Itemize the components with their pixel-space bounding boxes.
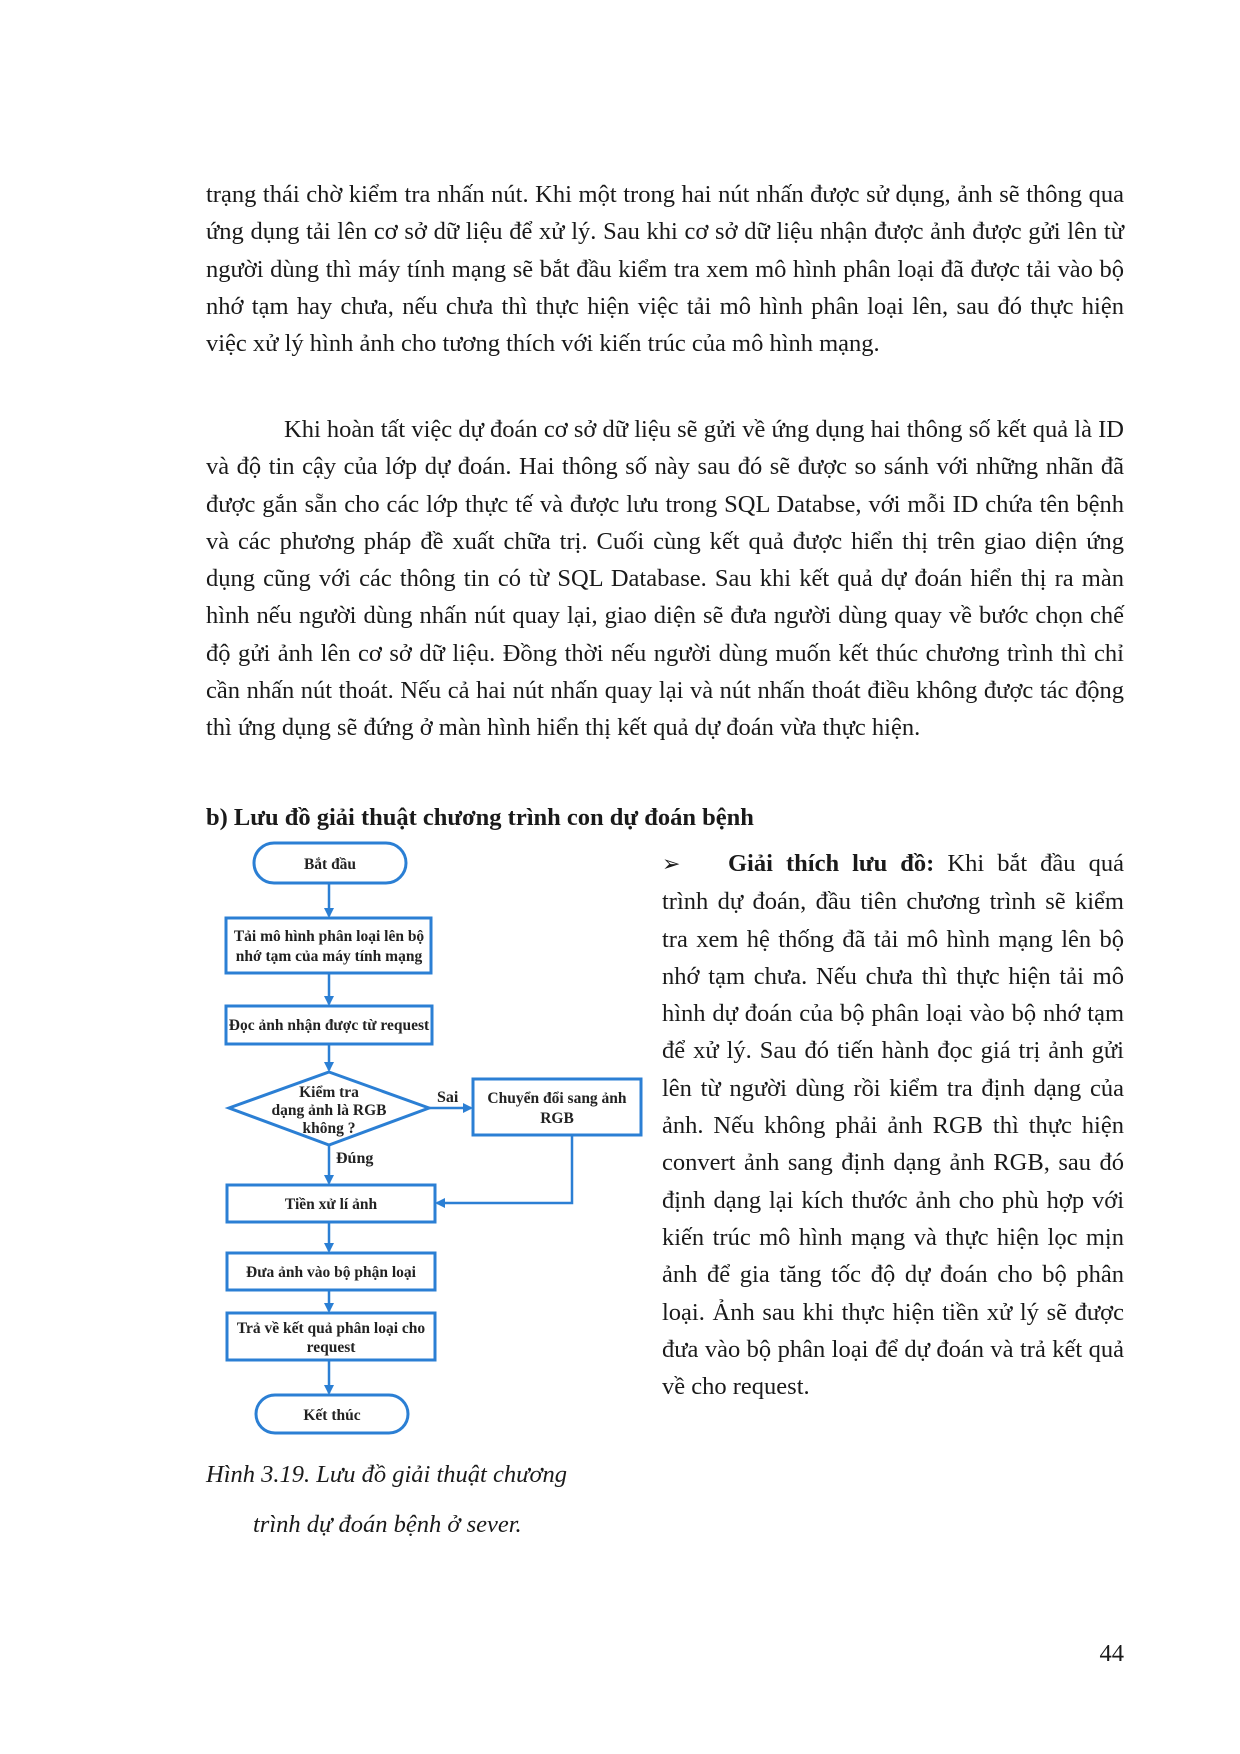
explanation-lead: Giải thích lưu đồ: [728, 850, 935, 877]
return-label-1: Trả về kết quả phân loại cho [236, 1320, 426, 1337]
arrow-convert-to-preprocess [437, 1135, 572, 1203]
start-label: Bắt đầu [303, 856, 357, 873]
convert-label-2: RGB [540, 1110, 574, 1127]
convert-label-1: Chuyển đổi sang ảnh [487, 1090, 627, 1107]
body-paragraph-1: trạng thái chờ kiểm tra nhấn nút. Khi một trong hai nút nhấn được sử dụng, ảnh sẽ thông qua ứng dụng tải lên cơ sở dữ liệu để xử lý. Sau khi cơ sở dữ liệu nhận được ảnh được gửi lên từ người dùng thì máy tính mạng sẽ bắt đầu kiểm tra xem mô hình phân loại đã được tải vào bộ nhớ tạm hay chưa, nếu chưa thì thực hiện việc tải mô hình phân loại lên, sau đó thực hiện việc xử lý hình ảnh cho tương thích với kiến trúc của mô hình mạng. [206, 181, 1124, 358]
page-number: 44 [1099, 1640, 1124, 1667]
decision-label-1: Kiểm tra [299, 1084, 359, 1101]
end-label: Kết thúc [303, 1407, 361, 1424]
no-branch-label: Sai [437, 1089, 459, 1106]
flowchart-explanation [662, 845, 1124, 1405]
classify-label: Đưa ảnh vào bộ phận loại [246, 1264, 416, 1281]
read-image-label: Đọc ảnh nhận được từ request [228, 1017, 430, 1034]
explanation-text: Khi bắt đầu quá trình dự đoán, đầu tiên chương trình sẽ kiểm tra xem hệ thống đã tải mô hình mạng lên bộ nhớ tạm chưa. Nếu chưa thì thực hiện tải mô hình dự đoán của bộ phân loại vào bộ nhớ tạm để xử lý. Sau đó tiến hành đọc giá trị ảnh gửi lên từ người dùng rồi kiểm tra định dạng của ảnh. Nếu không phải ảnh RGB thì thực hiện convert ảnh sang định dạng ảnh RGB, sau đó định dạng lại kích thước ảnh cho phù hợp với kiến trúc mô hình mạng và thực hiện lọc mịn ảnh để gia tăng tốc độ dự đoán cho bộ phân loại. Ảnh sau khi thực hiện tiền xử lý sẽ được đưa vào bộ phân loại để dự đoán và trả kết quả về cho request. [662, 850, 1124, 1401]
yes-branch-label: Đúng [336, 1150, 374, 1167]
flowchart-figure [222, 840, 658, 1435]
section-heading: b) Lưu đồ giải thuật chương trình con dự đoán bệnh [206, 804, 754, 831]
decision-label-3: không ? [302, 1120, 356, 1137]
caption-line-1: Hình 3.19. Lưu đồ giải thuật chương [206, 1461, 568, 1488]
arrowhead-bullet-icon: ➢ [662, 852, 681, 877]
load-model-label-1: Tải mô hình phân loại lên bộ [233, 928, 425, 945]
return-label-2: request [306, 1339, 356, 1356]
figure-caption [206, 1450, 626, 1550]
load-model-label-2: nhớ tạm của máy tính mạng [235, 948, 423, 965]
decision-label-2: dạng ảnh là RGB [271, 1102, 387, 1119]
caption-line-2: trình dự đoán bệnh ở sever. [253, 1511, 522, 1538]
preprocess-label: Tiền xử lí ảnh [284, 1196, 378, 1213]
body-paragraph-2: Khi hoàn tất việc dự đoán cơ sở dữ liệu sẽ gửi về ứng dụng hai thông số kết quả là ID và độ tin cậy của lớp dự đoán. Hai thông số này sau đó sẽ được so sánh với những nhãn đã được gắn sẵn cho các lớp thực tế và được lưu trong SQL Databse, với mỗi ID chứa tên bệnh và các phương pháp đề xuất chữa trị. Cuối cùng kết quả được hiển thị trên giao diện ứng dụng cũng với các thông tin có từ SQL Database. Sau khi kết quả dự đoán hiển thị ra màn hình nếu người dùng nhấn nút quay lại, giao diện sẽ đưa người dùng quay về bước chọn chế độ gửi ảnh lên cơ sở dữ liệu. Đồng thời nếu người dùng muốn kết thúc chương trình thì chỉ cần nhấn nút thoát. Nếu cả hai nút nhấn quay lại và nút nhấn thoát điều không được tác động thì ứng dụng sẽ đứng ở màn hình hiển thị kết quả dự đoán vừa thực hiện. [206, 416, 1124, 742]
